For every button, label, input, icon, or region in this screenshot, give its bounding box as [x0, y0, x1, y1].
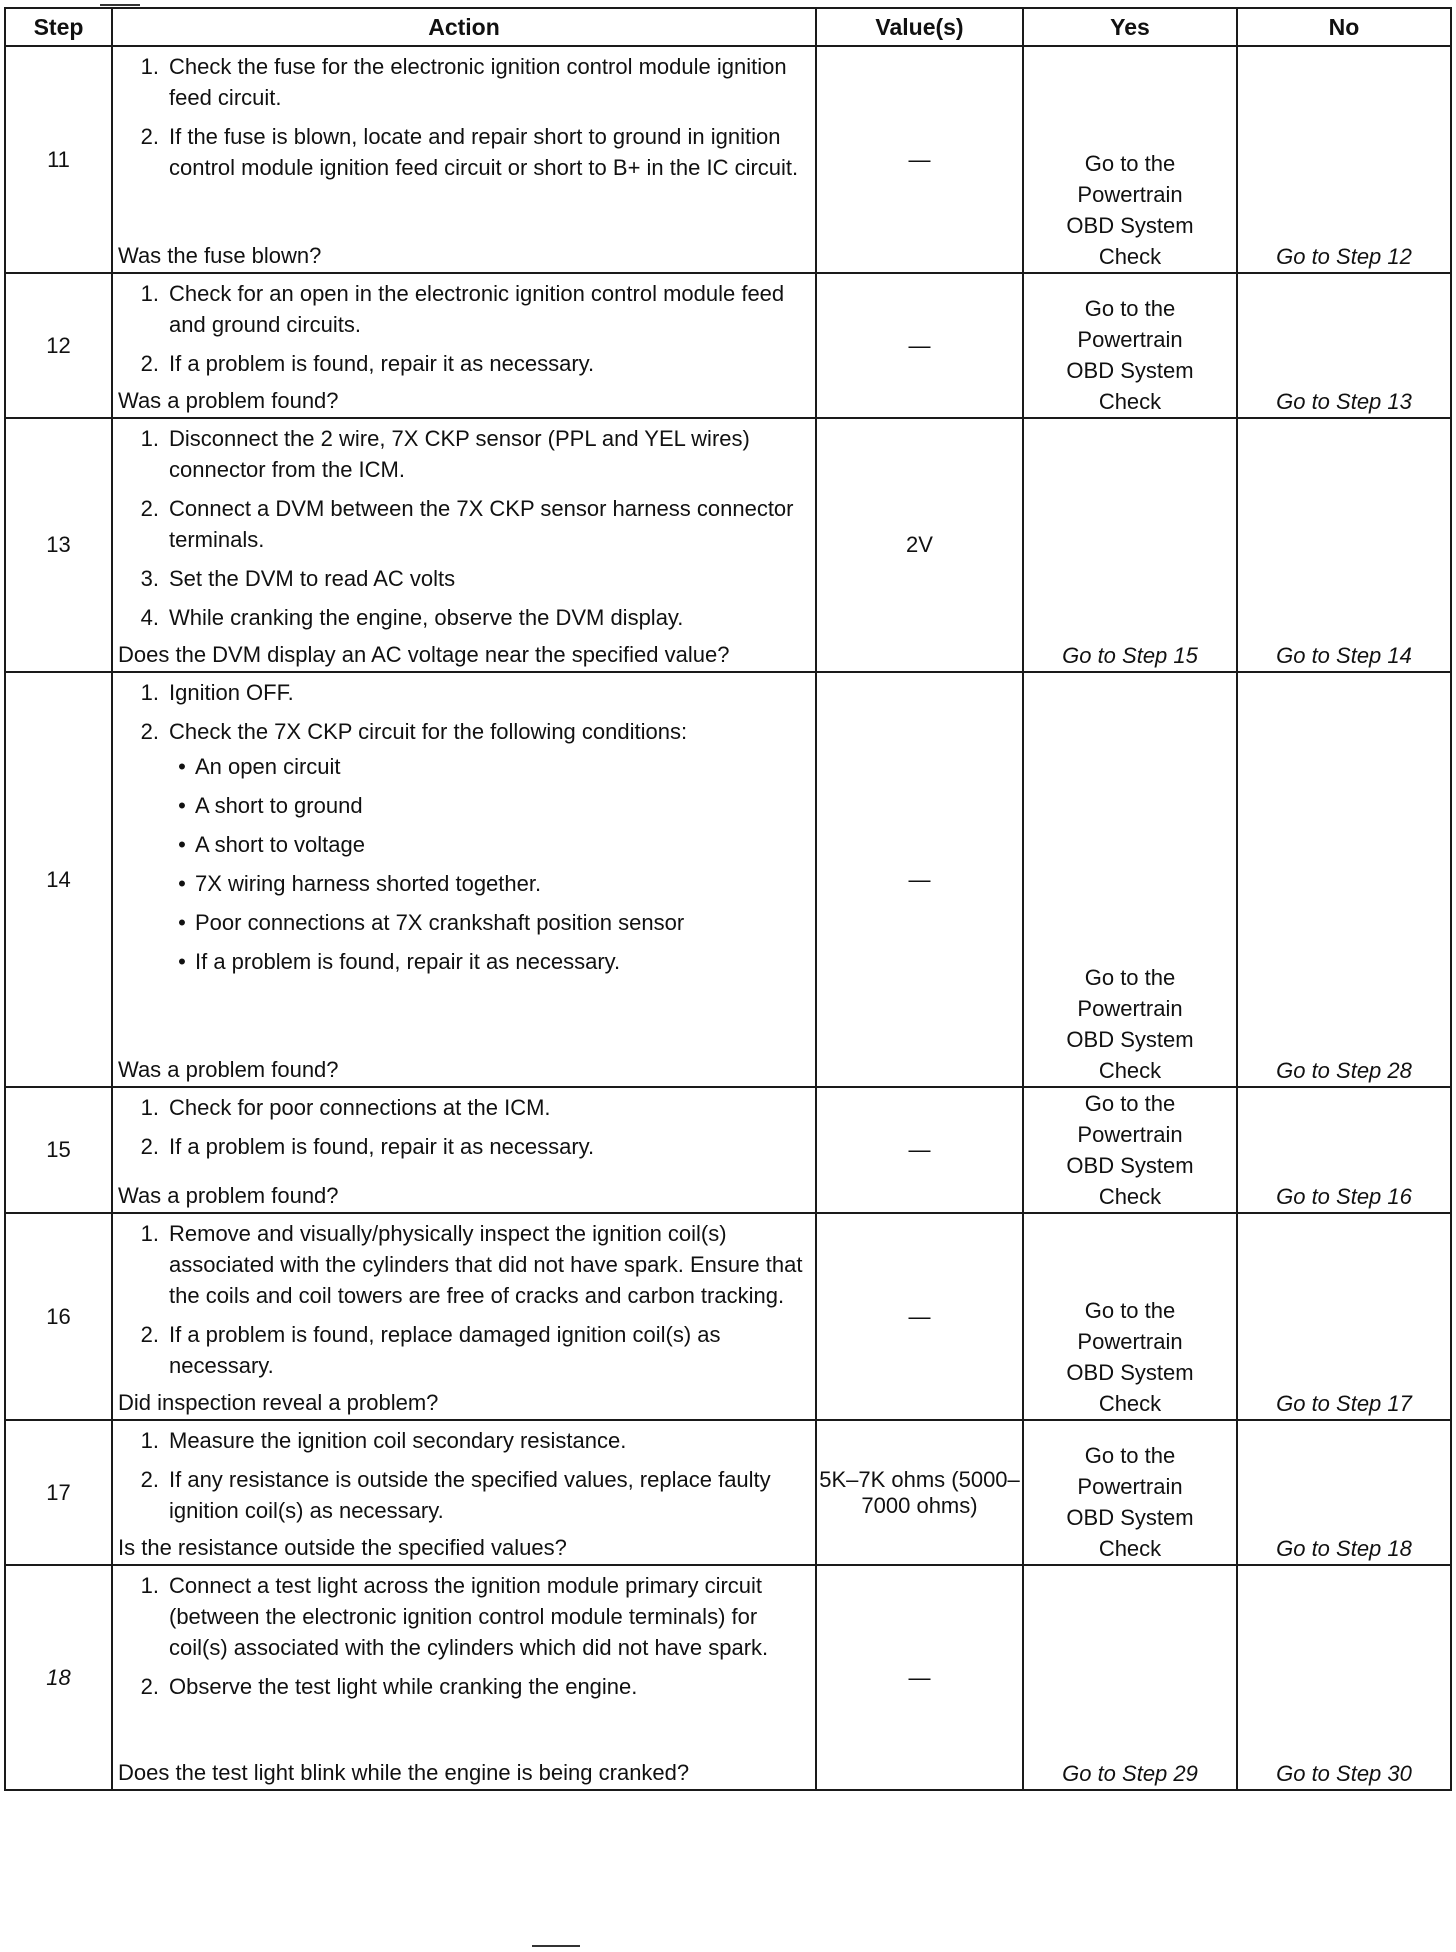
- action-step: [113, 423, 815, 485]
- action-content: [113, 419, 815, 671]
- no-cell: Go to Step 12: [1237, 46, 1451, 273]
- action-step-text-content: If a problem is found, replace damaged ignition coil(s) as necessary.: [169, 1322, 721, 1378]
- header-values: Value(s): [816, 8, 1023, 46]
- action-step-text: [169, 602, 815, 633]
- action-cell: [112, 1213, 816, 1420]
- value-cell: 5K–7K ohms (5000–7000 ohms): [816, 1420, 1023, 1565]
- header-step: Step: [5, 8, 112, 46]
- table-header: [5, 8, 1451, 46]
- action-step: [113, 716, 815, 985]
- yes-outcome: Go to the Powertrain OBD System Check: [1066, 1443, 1194, 1561]
- value-cell: —: [816, 273, 1023, 418]
- action-step: [113, 1092, 815, 1123]
- action-step-text: [169, 563, 815, 594]
- action-step-number: 1.: [140, 1428, 159, 1453]
- bullet-icon: •: [178, 871, 186, 896]
- action-step-text: [169, 1092, 815, 1123]
- value-cell: —: [816, 1087, 1023, 1213]
- table-row: [5, 1087, 1451, 1213]
- value-cell: —: [816, 1213, 1023, 1420]
- action-step-text: [169, 1570, 815, 1663]
- action-step-text-content: While cranking the engine, observe the DVM display.: [169, 605, 684, 630]
- step-question: Does the test light blink while the engine is being cranked?: [118, 1760, 690, 1785]
- table-row: [5, 672, 1451, 1087]
- condition-item: [169, 868, 807, 899]
- table-row: [5, 46, 1451, 273]
- step-number: 15: [5, 1087, 112, 1213]
- step-question: Did inspection reveal a problem?: [118, 1390, 439, 1415]
- action-step: [113, 1425, 815, 1456]
- header-no: No: [1237, 8, 1451, 46]
- yes-cell: [1023, 46, 1237, 273]
- action-step-text: [169, 1671, 815, 1702]
- condition-item: [169, 829, 807, 860]
- action-step: [113, 51, 815, 113]
- action-step-text-content: If a problem is found, repair it as necessary.: [169, 351, 595, 376]
- yes-outcome: Go to the Powertrain OBD System Check: [1066, 296, 1194, 414]
- action-step-number: 1.: [140, 281, 159, 306]
- table-row: [5, 273, 1451, 418]
- diagnostic-table: [4, 7, 1452, 1791]
- action-step-text: [169, 1218, 815, 1311]
- action-step-text-content: Connect a DVM between the 7X CKP sensor harness connector terminals.: [169, 496, 794, 552]
- action-step-number: 1.: [140, 426, 159, 451]
- condition-list: [169, 751, 807, 977]
- action-step-text-content: Check for an open in the electronic ignition control module feed and ground circuits.: [169, 281, 785, 337]
- step-question: Does the DVM display an AC voltage near the specified value?: [118, 642, 730, 667]
- action-cell: [112, 418, 816, 672]
- action-step: [113, 1464, 815, 1526]
- action-step-text-content: If a problem is found, repair it as necessary.: [169, 1134, 595, 1159]
- action-step-number: 1.: [140, 1095, 159, 1120]
- action-step-number: 2.: [140, 719, 159, 744]
- action-step-number: 1.: [140, 54, 159, 79]
- step-question: Was a problem found?: [118, 1057, 339, 1082]
- action-step-text: [169, 423, 815, 485]
- action-steps: [113, 274, 815, 387]
- action-cell: [112, 672, 816, 1087]
- action-step-number: 1.: [140, 1573, 159, 1598]
- action-content: [113, 673, 815, 1086]
- value-cell: —: [816, 46, 1023, 273]
- action-steps: [113, 419, 815, 641]
- action-step-number: 1.: [140, 1221, 159, 1246]
- action-content: [113, 274, 815, 417]
- no-cell: Go to Step 16: [1237, 1087, 1451, 1213]
- action-step: [113, 1671, 815, 1702]
- no-cell: Go to Step 18: [1237, 1420, 1451, 1565]
- no-cell: Go to Step 14: [1237, 418, 1451, 672]
- step-question: Was the fuse blown?: [118, 243, 322, 268]
- action-step-text-content: Observe the test light while cranking the engine.: [169, 1674, 638, 1699]
- action-steps: [113, 1214, 815, 1389]
- action-step: [113, 602, 815, 633]
- table-row: [5, 418, 1451, 672]
- action-cell: [112, 1565, 816, 1790]
- no-cell: Go to Step 13: [1237, 273, 1451, 418]
- action-step-text: [169, 677, 815, 708]
- action-step-text-content: Check the fuse for the electronic ignition control module ignition feed circuit.: [169, 54, 787, 110]
- action-step-number: 4.: [140, 605, 159, 630]
- table-row: [5, 1420, 1451, 1565]
- step-number: 12: [5, 273, 112, 418]
- condition-text: Poor connections at 7X crankshaft position sensor: [195, 910, 685, 935]
- bullet-icon: •: [178, 949, 186, 974]
- action-content: [113, 47, 815, 272]
- action-step-text-content: If any resistance is outside the specified values, replace faulty ignition coil(s) as necessary.: [169, 1467, 771, 1523]
- action-step-number: 2.: [140, 1322, 159, 1347]
- action-step-number: 2.: [140, 124, 159, 149]
- header-action: Action: [112, 8, 816, 46]
- step-question: Was a problem found?: [118, 388, 339, 413]
- bullet-icon: •: [178, 754, 186, 779]
- action-content: [113, 1088, 815, 1212]
- action-content: [113, 1421, 815, 1564]
- action-step: [113, 677, 815, 708]
- action-step-text: [169, 1319, 815, 1381]
- action-content: [113, 1214, 815, 1419]
- no-cell: Go to Step 30: [1237, 1565, 1451, 1790]
- yes-outcome: Go to the Powertrain OBD System Check: [1066, 965, 1194, 1083]
- action-step-text: [169, 1131, 815, 1162]
- no-cell: Go to Step 17: [1237, 1213, 1451, 1420]
- step-question: Was a problem found?: [118, 1183, 339, 1208]
- action-step-text-content: Check the 7X CKP circuit for the following conditions:: [169, 719, 688, 744]
- action-step-text-content: Check for poor connections at the ICM.: [169, 1095, 551, 1120]
- action-step: [113, 278, 815, 340]
- action-step-text-content: Remove and visually/physically inspect the ignition coil(s) associated with the cylinders that did not have spark. Ensure that the coils and coil towers are free of cracks and carbon tracking.: [169, 1221, 803, 1308]
- action-step-number: 1.: [140, 680, 159, 705]
- bullet-icon: •: [178, 793, 186, 818]
- action-step-text: [169, 716, 815, 985]
- action-step: [113, 348, 815, 379]
- action-step-number: 2.: [140, 1674, 159, 1699]
- condition-item: [169, 751, 807, 782]
- action-content: [113, 1566, 815, 1789]
- action-step-text: [169, 278, 815, 340]
- step-number: 14: [5, 672, 112, 1087]
- yes-outcome: Go to Step 15: [1062, 643, 1198, 668]
- yes-cell: [1023, 1087, 1237, 1213]
- action-step-text-content: Measure the ignition coil secondary resistance.: [169, 1428, 627, 1453]
- value-cell: —: [816, 1565, 1023, 1790]
- action-steps: [113, 1421, 815, 1534]
- table-body: [5, 46, 1451, 1790]
- action-step: [113, 1319, 815, 1381]
- condition-text: A short to ground: [195, 793, 363, 818]
- condition-item: [169, 946, 807, 977]
- action-step: [113, 121, 815, 183]
- action-step: [113, 563, 815, 594]
- action-cell: [112, 1087, 816, 1213]
- action-step-text: [169, 121, 815, 183]
- value-cell: 2V: [816, 418, 1023, 672]
- yes-cell: [1023, 1565, 1237, 1790]
- action-steps: [113, 1566, 815, 1710]
- action-step: [113, 1218, 815, 1311]
- condition-text: 7X wiring harness shorted together.: [195, 871, 542, 896]
- step-number: 17: [5, 1420, 112, 1565]
- condition-text: An open circuit: [195, 754, 341, 779]
- action-step-text: [169, 493, 815, 555]
- step-number: 13: [5, 418, 112, 672]
- action-step-number: 2.: [140, 351, 159, 376]
- action-cell: [112, 46, 816, 273]
- scan-artifact-top: [100, 4, 140, 6]
- action-step-text: [169, 1425, 815, 1456]
- action-step-text-content: Set the DVM to read AC volts: [169, 566, 456, 591]
- yes-cell: [1023, 1213, 1237, 1420]
- action-step: [113, 1131, 815, 1162]
- action-step-number: 2.: [140, 1134, 159, 1159]
- action-step: [113, 1570, 815, 1663]
- yes-cell: [1023, 1420, 1237, 1565]
- step-number: 16: [5, 1213, 112, 1420]
- no-cell: Go to Step 28: [1237, 672, 1451, 1087]
- action-steps: [113, 673, 815, 993]
- action-step-number: 2.: [140, 1467, 159, 1492]
- header-yes: Yes: [1023, 8, 1237, 46]
- yes-cell: [1023, 273, 1237, 418]
- condition-text: If a problem is found, repair it as necessary.: [195, 949, 621, 974]
- condition-text: A short to voltage: [195, 832, 365, 857]
- action-step-number: 2.: [140, 496, 159, 521]
- action-step-text: [169, 1464, 815, 1526]
- yes-cell: [1023, 418, 1237, 672]
- step-number: 18: [5, 1565, 112, 1790]
- bullet-icon: •: [178, 910, 186, 935]
- yes-outcome: Go to Step 29: [1062, 1761, 1198, 1786]
- action-step-text-content: Disconnect the 2 wire, 7X CKP sensor (PPL and YEL wires) connector from the ICM.: [169, 426, 750, 482]
- action-step-text-content: Ignition OFF.: [169, 680, 294, 705]
- table-row: [5, 1565, 1451, 1790]
- condition-item: [169, 907, 807, 938]
- yes-outcome: Go to the Powertrain OBD System Check: [1066, 1091, 1194, 1209]
- value-cell: —: [816, 672, 1023, 1087]
- action-steps: [113, 47, 815, 191]
- yes-outcome: Go to the Powertrain OBD System Check: [1066, 1298, 1194, 1416]
- action-step-text: [169, 51, 815, 113]
- action-cell: [112, 1420, 816, 1565]
- action-step-text-content: If the fuse is blown, locate and repair short to ground in ignition control module ignition feed circuit or short to B+ in the IC circuit.: [169, 124, 799, 180]
- action-cell: [112, 273, 816, 418]
- step-number: 11: [5, 46, 112, 273]
- action-step-text: [169, 348, 815, 379]
- yes-outcome: Go to the Powertrain OBD System Check: [1066, 151, 1194, 269]
- condition-item: [169, 790, 807, 821]
- action-step-text-content: Connect a test light across the ignition module primary circuit (between the electronic ignition control module terminals) for coil(s) associated with the cylinders which did not have spark.: [169, 1573, 769, 1660]
- action-step-number: 3.: [140, 566, 159, 591]
- table-row: [5, 1213, 1451, 1420]
- scan-artifact-bottom: [532, 1945, 580, 1947]
- action-step: [113, 493, 815, 555]
- yes-cell: [1023, 672, 1237, 1087]
- step-question: Is the resistance outside the specified values?: [118, 1535, 567, 1560]
- action-steps: [113, 1088, 815, 1170]
- bullet-icon: •: [178, 832, 186, 857]
